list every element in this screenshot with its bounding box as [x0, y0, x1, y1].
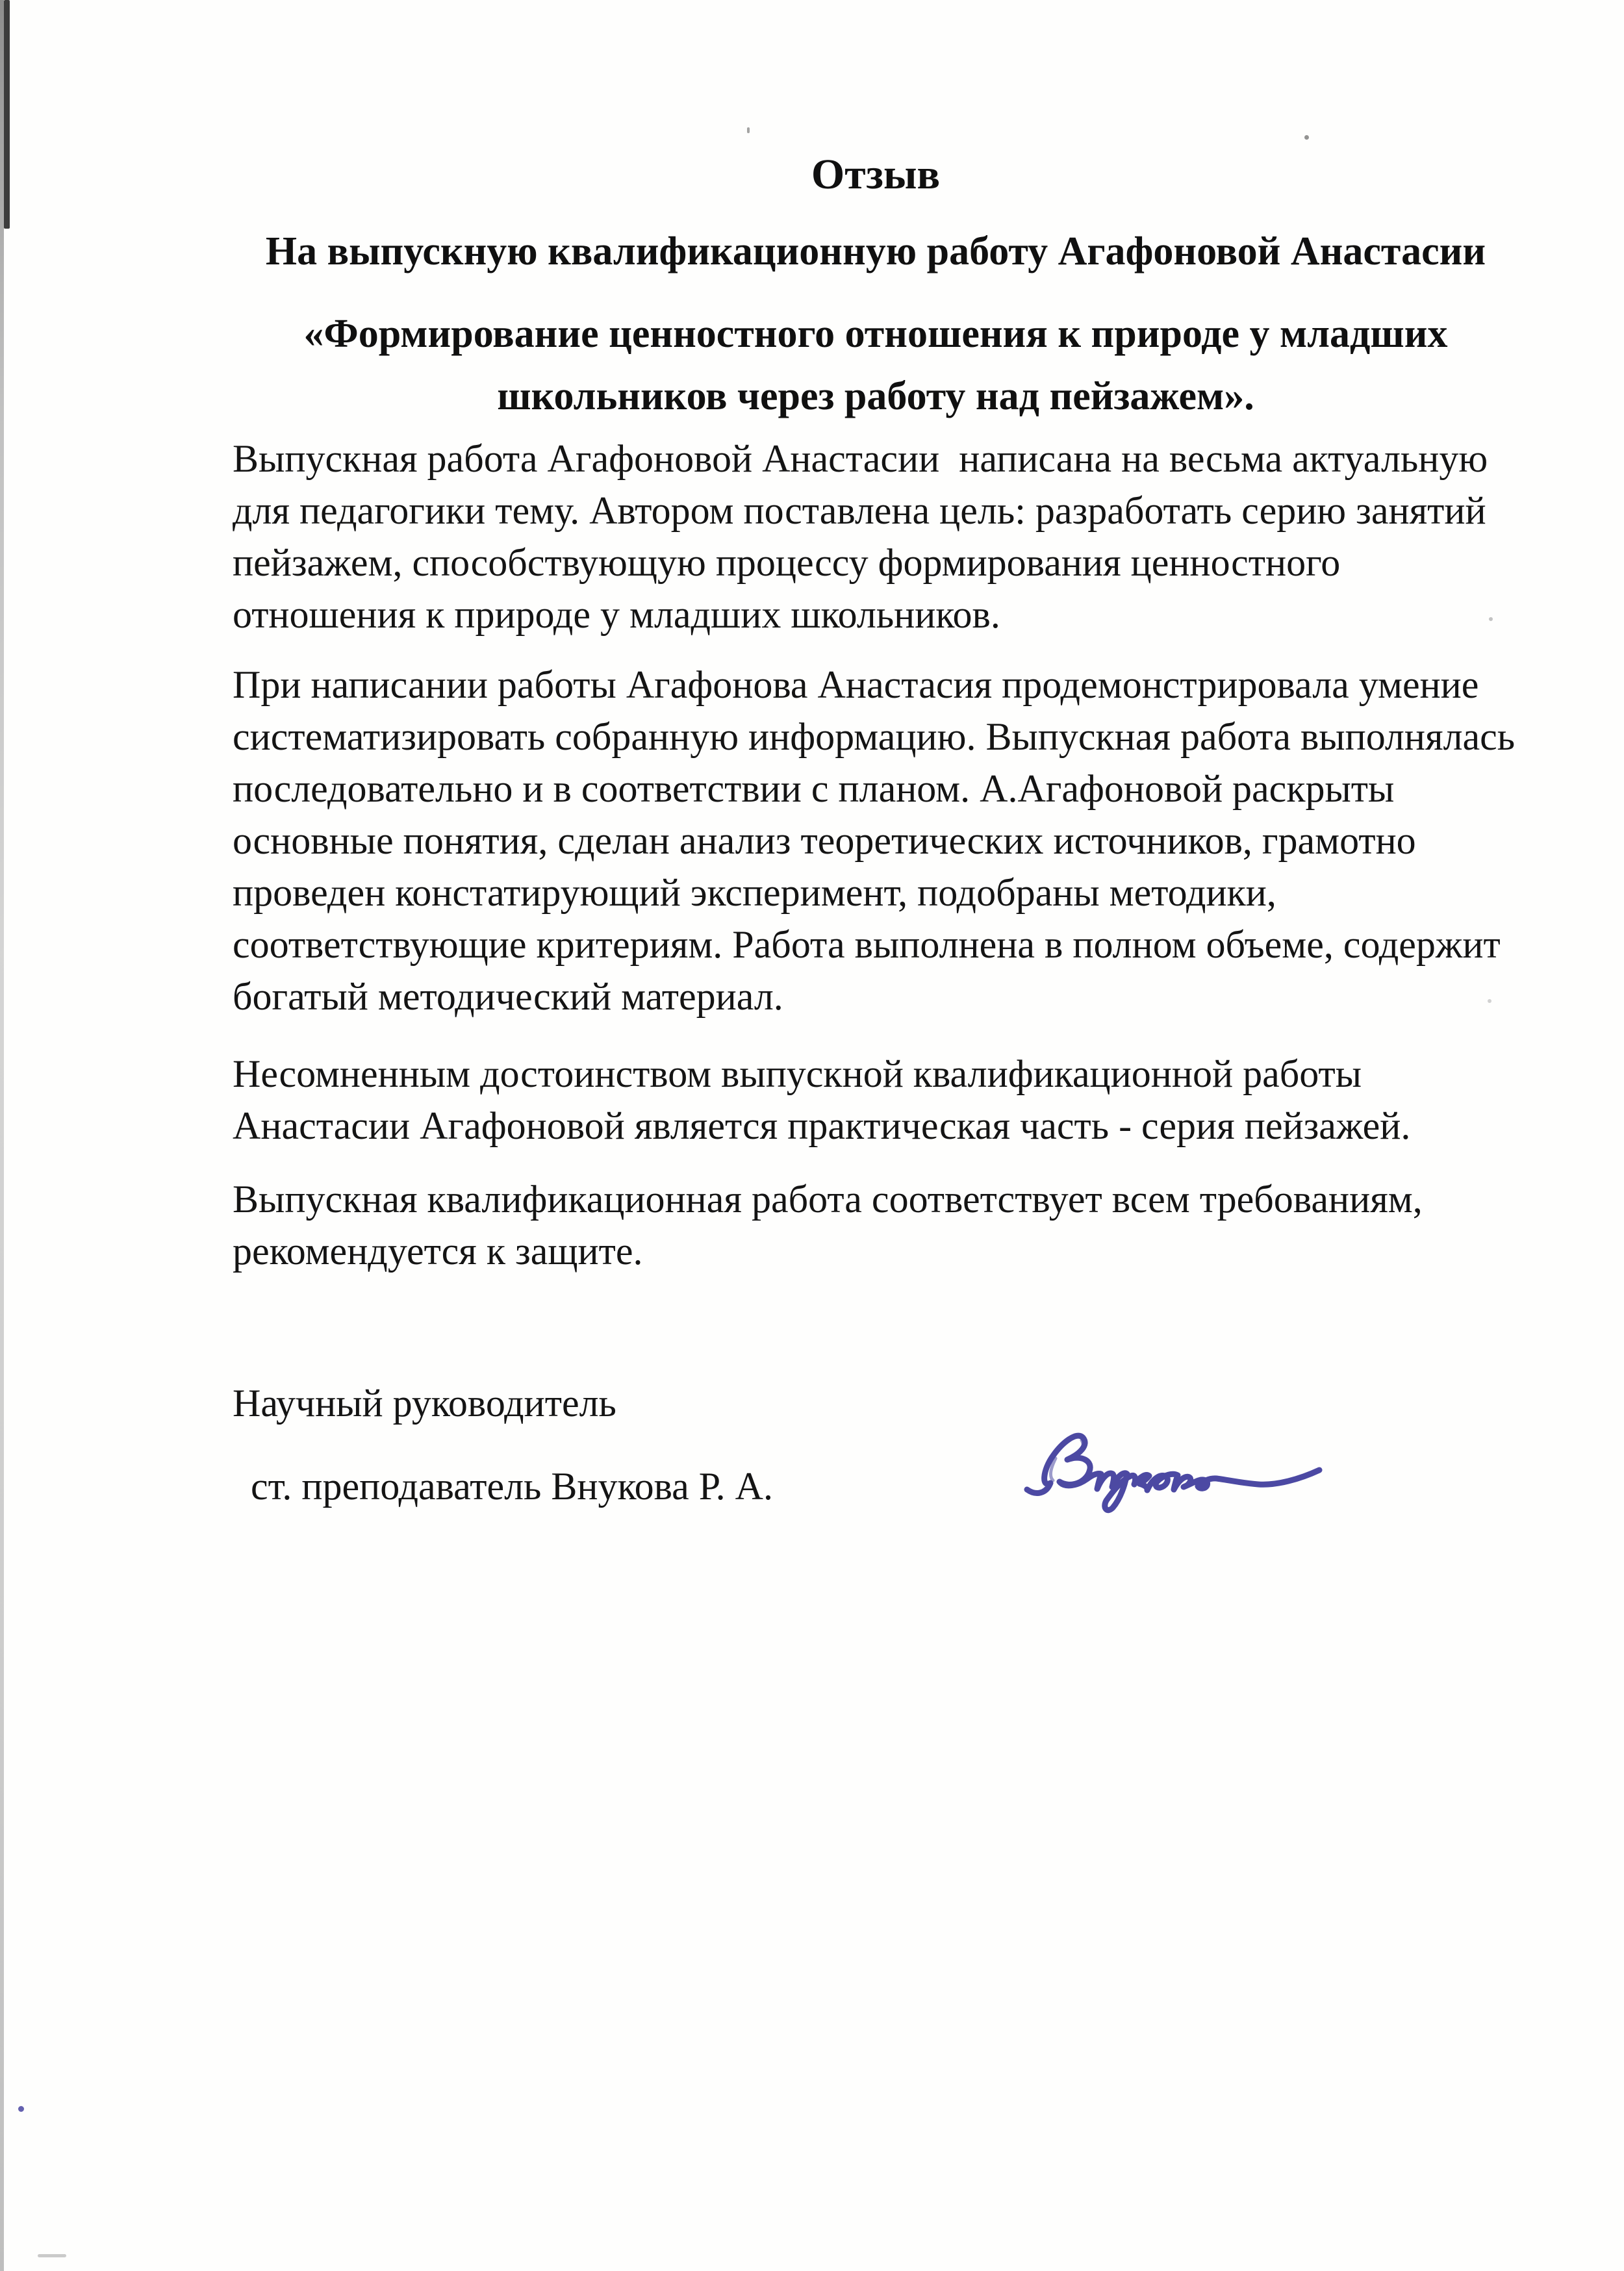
supervisor-role-label: Научный руководитель [233, 1382, 616, 1425]
text-line: пейзажем, способствующую процессу формирования ценностного [233, 541, 1341, 584]
text-line: При написании работы Агафонова Анастасия продемонстрировала умение [233, 663, 1479, 706]
text-line: Анастасии Агафоновой является практическая часть - серия пейзажей. [233, 1104, 1411, 1147]
text-line: Несомненным достоинством выпускной квалификационной работы [233, 1052, 1362, 1095]
text-line: богатый методический материал. [233, 975, 783, 1018]
text-line: для педагогики тему. Автором поставлена цель: разработать серию занятий [233, 489, 1486, 532]
scan-corner-mark [4, 0, 10, 229]
document-subtitle: На выпускную квалификационную работу Агафоновой Анастасии [265, 229, 1486, 273]
paragraph-evaluation [233, 659, 1538, 1022]
paragraph-merit [233, 1048, 1538, 1152]
supervisor-name-label: ст. преподаватель Внукова Р. А. [251, 1465, 773, 1508]
text-line: соответствующие критериям. Работа выполнена в полном объеме, содержит [233, 923, 1501, 966]
scan-speck [1304, 135, 1309, 140]
text-line: рекомендуется к защите. [233, 1230, 643, 1273]
text-line: «Формирование ценностного отношения к природе у младших [303, 312, 1448, 356]
paragraph-conclusion [233, 1173, 1538, 1277]
scan-edge-line [0, 0, 4, 2271]
scan-smudge [38, 2254, 66, 2257]
work-title [233, 303, 1519, 427]
scan-speck [747, 127, 750, 133]
text-line: последовательно и в соответствии с планом. А.Агафоновой раскрыты [233, 767, 1395, 810]
text-line: систематизировать собранную информацию. Выпускная работа выполнялась [233, 715, 1516, 758]
text-line: Выпускная работа Агафоновой Анастасии написана на весьма актуальную [233, 437, 1488, 480]
scan-ink-dot [18, 2106, 24, 2112]
handwritten-signature [1017, 1413, 1335, 1523]
document-title: Отзыв [811, 151, 941, 198]
text-line: школьников через работу над пейзажем». [497, 374, 1254, 418]
text-line: отношения к природе у младших школьников. [233, 593, 1000, 636]
text-line: основные понятия, сделан анализ теоретических источников, грамотно [233, 819, 1416, 862]
text-line: проведен констатирующий эксперимент, подобраны методики, [233, 871, 1276, 914]
paragraph-relevance [233, 433, 1538, 641]
text-line: Выпускная квалификационная работа соответствует всем требованиям, [233, 1178, 1423, 1221]
